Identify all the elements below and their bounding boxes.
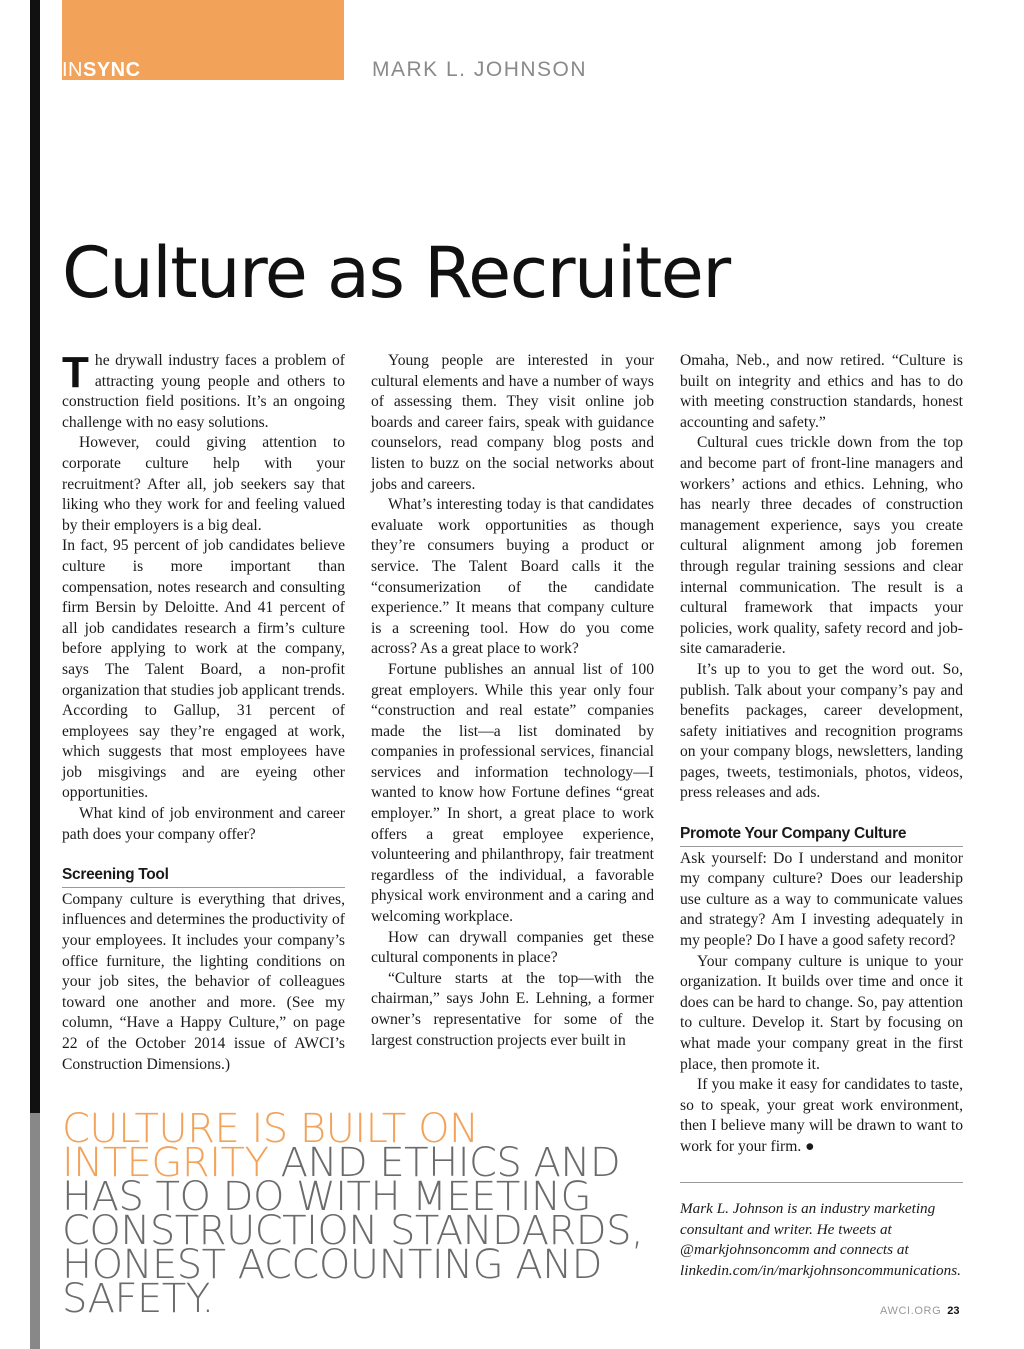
paragraph: If you make it easy for candidates to taste, so to speak, your great work environment, then I believe many will be drawn to want to work for your firm. ●	[680, 1076, 963, 1155]
paragraph: Fortune publishes an annual list of 100 great employers. While this year only four “construction and real estate” companies made the list—a list dominated by companies in professional services, financial services and information technology—I wanted to know how Fortune defines “great employer.” In short, a great place to work offers a great employee experience, volunteering and philanthropy, fair treatment regardless of the individual, a favorable physical work environment and a caring and welcoming workplace.	[371, 660, 654, 926]
subhead-screening-tool	[62, 865, 345, 888]
paragraph: Omaha, Neb., and now retired. “Culture is built on integrity and ethics and has to do with meeting construction standards, honest accounting and safety.”	[680, 352, 963, 431]
pull-quote-highlight: CULTURE IS BUILT ON INTEGRITY	[62, 1106, 479, 1186]
paragraph	[62, 348, 345, 433]
paragraph: However, could giving attention to corporate culture help with your recruitment? After all, job seekers say that liking who they work for and feeling valued by their employers is a big deal.	[62, 434, 345, 534]
page-number: 23	[947, 1305, 960, 1317]
section-label-prefix: IN	[62, 59, 83, 81]
paragraph: What kind of job environment and career path does your company offer?	[62, 805, 345, 843]
bio-divider	[680, 1182, 963, 1183]
paragraph: “Culture starts at the top—with the chairman,” says John E. Lehning, a former owner’s representative for some of the largest construction projects ever built in	[371, 969, 654, 1049]
paragraph: Your company culture is unique to your organization. It builds over time and once it does can be hard to change. So, pay attention to culture. Develop it. Start by focusing on what made your company great in the first place, then promote it.	[680, 952, 963, 1073]
author-bio	[680, 1199, 963, 1281]
page-title: Culture as Recruiter	[62, 232, 730, 314]
author-bio-text: Mark L. Johnson is an industry marketing consultant and writer. He tweets at @markjohnsoncomm and connects at linkedin.com/in/markjohnsoncommunications.	[680, 1200, 961, 1279]
page-footer	[880, 1305, 959, 1317]
section-label	[62, 60, 141, 80]
column-2	[371, 351, 654, 1051]
pull-quote-text: AND ETHICS AND HAS TO DO WITH MEETING CONSTRUCTION STANDARDS, HONEST ACCOUNTING AND SAFETY.	[62, 1140, 644, 1322]
pull-quote-bar	[30, 1113, 40, 1349]
column-author: MARK L. JOHNSON	[372, 58, 588, 81]
paragraph: It’s up to you to get the word out. So, publish. Talk about your company’s pay and benefits packages, career development, safety initiatives and recognition programs on your company blogs, newsletters, landing pages, tweets, testimonials, photos, videos, press releases and ads.	[680, 660, 963, 802]
paragraph: Company culture is everything that drives, influences and determines the productivity of your employees. It includes your company’s office furniture, the lighting conditions on your job sites, the behavior of colleagues toward one another and more. (See my column, “Have a Happy Culture,” on page 22 of the October 2014 issue of AWCI’s Construction Dimensions.)	[62, 890, 345, 1073]
paragraph: In fact, 95 percent of job candidates believe culture is more important than compensation, notes research and consulting firm Bersin by Deloitte. And 41 percent of all job candidates research a firm’s culture before applying to work at the company, says The Talent Board, a non-profit organization that studies job applicant trends. According to Gallup, 31 percent of employees say they’re engaged at work, which suggests that most employees have job misgivings and are eyeing other opportunities.	[62, 537, 345, 802]
column-3	[680, 351, 963, 1158]
subhead-text: Screening Tool	[62, 866, 169, 884]
paragraph-text: he drywall industry faces a problem of attracting young people and others to construction field positions. It’s an ongoing challenge with no easy solutions.	[62, 352, 345, 431]
paragraph: Ask yourself: Do I understand and monitor my company culture? Does our leadership use culture as a way to communicate values and strategy? Am I investing adequately in my people? Do I have a good safety record?	[680, 849, 963, 950]
footer-site: AWCI.ORG	[880, 1305, 942, 1317]
drop-cap: T	[62, 348, 89, 397]
paragraph: Young people are interested in your cultural elements and have a number of ways of assessing them. They visit online job boards and career fairs, speak with guidance counselors, read company blog posts and listen to buzz on the social networks about jobs and careers.	[371, 352, 654, 493]
column-1	[62, 348, 345, 1075]
paragraph: How can drywall companies get these cultural components in place?	[371, 928, 654, 967]
paragraph: Cultural cues trickle down from the top and become part of front-line managers and workers’ actions and ethics. Lehning, who has nearly three decades of construction management experience, says you create cultural alignment among job foremen through regular training sessions and clear internal communication. The result is a cultural framework that impacts your policies, work quality, safety record and job-site camaraderie.	[680, 434, 963, 658]
pull-quote	[62, 1106, 662, 1322]
subhead-promote-culture	[680, 824, 963, 847]
paragraph: What’s interesting today is that candidates evaluate work opportunities as though they’re consumers buying a product or service. The Talent Board calls it the “consumerization of the candidate experience.” It means that company culture is a screening tool. How do you come across? As a great place to work?	[371, 496, 654, 658]
subhead-text: Promote Your Company Culture	[680, 825, 907, 843]
section-label-suffix: SYNC	[83, 59, 141, 81]
